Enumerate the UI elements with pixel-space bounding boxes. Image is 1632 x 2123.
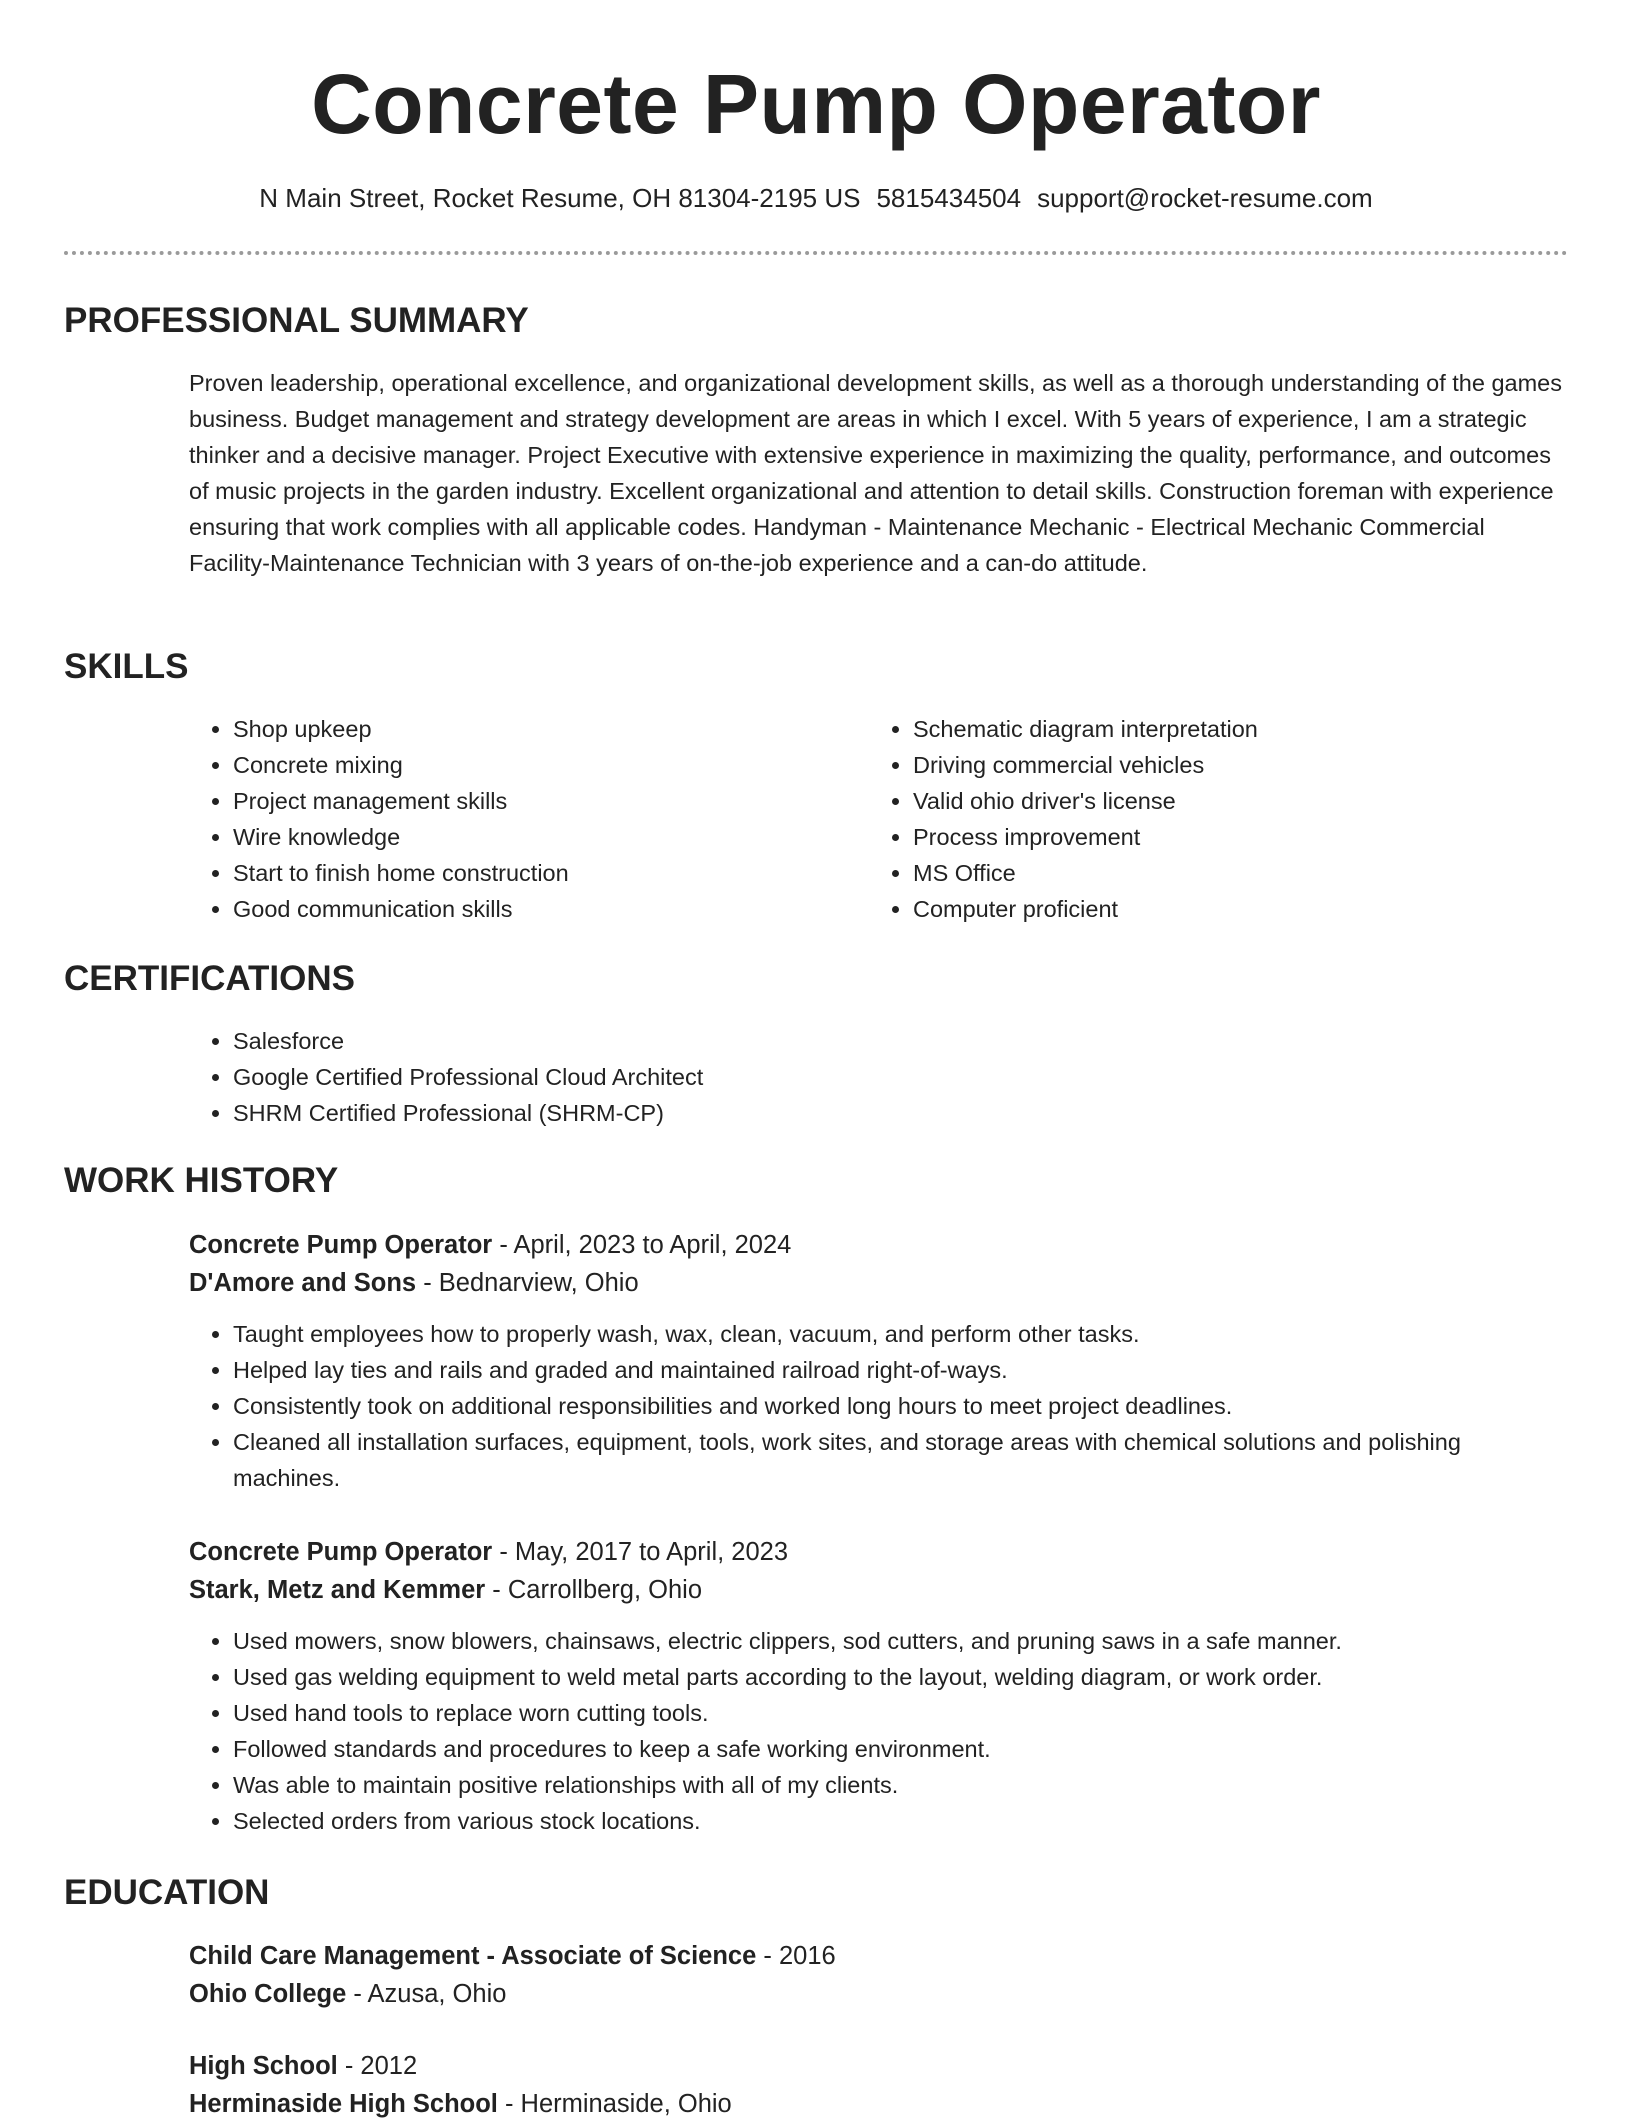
education-degree-line: [189, 2047, 1567, 2085]
job-company: D'Amore and Sons: [189, 1269, 417, 1297]
job-dates: - May, 2017 to April, 2023: [492, 1538, 789, 1566]
education-school: Ohio College: [189, 1980, 347, 2008]
skills-column-left: [189, 711, 849, 927]
education-degree: Child Care Management - Associate of Science: [189, 1942, 757, 1970]
skill-item: • Good communication skills: [233, 891, 849, 927]
skill-item: • Valid ohio driver's license: [913, 783, 1529, 819]
skill-item: • MS Office: [913, 855, 1529, 891]
education-location: - Azusa, Ohio: [346, 1980, 507, 2008]
education-location: - Herminaside, Ohio: [497, 2090, 732, 2118]
job-entry: [189, 1226, 1567, 1496]
contact-line: [0, 180, 1632, 216]
contact-email: support@rocket-resume.com: [1037, 183, 1373, 213]
job-location: - Carrollberg, Ohio: [485, 1576, 703, 1604]
summary-section: [189, 365, 1567, 581]
certifications-list: [189, 1023, 1567, 1131]
job-bullet: • Used hand tools to replace worn cutting tools.: [233, 1695, 1567, 1731]
skill-item: • Shop upkeep: [233, 711, 849, 747]
certifications-heading: CERTIFICATIONS: [64, 959, 356, 998]
skill-item: • Wire knowledge: [233, 819, 849, 855]
skill-item: • Start to finish home construction: [233, 855, 849, 891]
job-bullets: [189, 1623, 1567, 1839]
education-school: Herminaside High School: [189, 2090, 498, 2118]
job-bullet: • Used mowers, snow blowers, chainsaws, electric clippers, sod cutters, and pruning saws in a safe manner.: [233, 1623, 1567, 1659]
job-company: Stark, Metz and Kemmer: [189, 1576, 486, 1604]
education-year: - 2016: [756, 1942, 836, 1970]
job-bullet: • Used gas welding equipment to weld metal parts according to the layout, welding diagram, or work order.: [233, 1659, 1567, 1695]
job-role: Concrete Pump Operator: [189, 1538, 493, 1566]
certification-item: • SHRM Certified Professional (SHRM-CP): [233, 1095, 1567, 1131]
job-bullet: • Taught employees how to properly wash, wax, clean, vacuum, and perform other tasks.: [233, 1316, 1567, 1352]
contact-phone: 5815434504: [876, 183, 1022, 213]
job-entry: [189, 1533, 1567, 1839]
job-bullets: [189, 1316, 1567, 1496]
job-dates: - April, 2023 to April, 2024: [492, 1231, 792, 1259]
skills-column-right: [869, 711, 1529, 927]
summary-heading: PROFESSIONAL SUMMARY: [64, 301, 529, 340]
skill-item: • Process improvement: [913, 819, 1529, 855]
education-heading: EDUCATION: [64, 1873, 270, 1912]
job-location: - Bednarview, Ohio: [416, 1269, 639, 1297]
header-divider: [64, 251, 1568, 255]
job-company-line: [189, 1571, 1567, 1609]
contact-address: N Main Street, Rocket Resume, OH 81304-2195 US: [259, 183, 861, 213]
work-history-heading: WORK HISTORY: [64, 1161, 339, 1200]
certification-item: • Salesforce: [233, 1023, 1567, 1059]
education-year: - 2012: [337, 2052, 418, 2080]
certification-item: • Google Certified Professional Cloud Architect: [233, 1059, 1567, 1095]
skill-item: • Driving commercial vehicles: [913, 747, 1529, 783]
job-bullet: • Was able to maintain positive relationships with all of my clients.: [233, 1767, 1567, 1803]
job-bullet: • Consistently took on additional responsibilities and worked long hours to meet project deadlines.: [233, 1388, 1567, 1424]
job-bullet: • Cleaned all installation surfaces, equipment, tools, work sites, and storage areas with chemical solutions and polishing machines.: [233, 1424, 1567, 1496]
job-bullet: • Helped lay ties and rails and graded and maintained railroad right-of-ways.: [233, 1352, 1567, 1388]
candidate-name: Concrete Pump Operator: [311, 57, 1321, 151]
skill-item: • Computer proficient: [913, 891, 1529, 927]
skills-heading: SKILLS: [64, 647, 189, 686]
job-bullet: • Selected orders from various stock locations.: [233, 1803, 1567, 1839]
education-degree: High School: [189, 2052, 338, 2080]
summary-text: Proven leadership, operational excellence, and organizational development skills, as well as a thorough understanding of the games business. Budget management and strategy development are areas in which I excel. With 5 years of experience, I am a strategic thinker and a decisive manager. Project Executive with extensive experience in maximizing the quality, performance, and outcomes of music projects in the garden industry. Excellent organizational and attention to detail skills. Construction foreman with experience ensuring that work complies with all applicable codes. Handyman - Maintenance Mechanic - Electrical Mechanic Commercial Facility-Maintenance Technician with 3 years of on-the-job experience and a can-do attitude.: [189, 370, 1562, 576]
education-school-line: [189, 1975, 1567, 2013]
education-degree-line: [189, 1937, 1567, 1975]
skill-item: • Project management skills: [233, 783, 849, 819]
job-role: Concrete Pump Operator: [189, 1231, 493, 1259]
skill-item: • Schematic diagram interpretation: [913, 711, 1529, 747]
education-school-line: [189, 2085, 1567, 2123]
job-bullet: • Followed standards and procedures to keep a safe working environment.: [233, 1731, 1567, 1767]
skill-item: • Concrete mixing: [233, 747, 849, 783]
education-entry: [189, 1937, 1567, 2013]
job-company-line: [189, 1264, 1567, 1302]
job-title-line: [189, 1226, 1567, 1264]
job-title-line: [189, 1533, 1567, 1571]
